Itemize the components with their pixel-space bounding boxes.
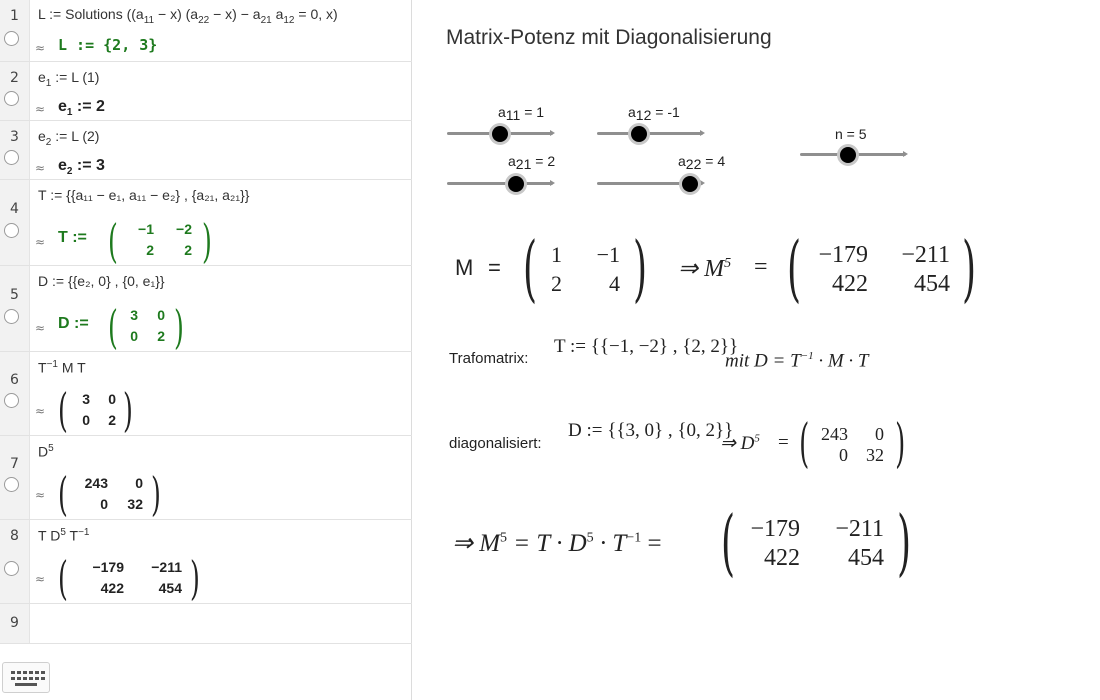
row-radio-button[interactable] bbox=[4, 150, 19, 165]
left-paren: ( bbox=[721, 500, 736, 584]
trafo-definition: T := {{−1, −2} , {2, 2}} bbox=[554, 336, 739, 357]
cas-row-2[interactable] bbox=[0, 62, 412, 121]
d5-label: ⇒ $D^5$ bbox=[720, 432, 760, 454]
slider-a21[interactable] bbox=[447, 176, 553, 192]
matrix-cell: 32 bbox=[866, 445, 884, 465]
diag-label: diagonalisiert: bbox=[449, 435, 542, 452]
cas-row-3[interactable] bbox=[0, 121, 412, 180]
slider-a21-label: $a_{21} = 2$ bbox=[508, 153, 556, 172]
row-radio-button[interactable] bbox=[4, 309, 19, 324]
matrix-cell: 422 bbox=[764, 545, 800, 571]
right-paren: ) bbox=[895, 414, 906, 474]
row-number: 3 bbox=[0, 121, 30, 179]
matrix-cell: 0 bbox=[839, 445, 848, 465]
cas-row-7[interactable]: 7 $D^5$ ≈ ( 243 0 0 32 ) bbox=[0, 436, 412, 520]
approx-icon: ≈ bbox=[35, 161, 46, 175]
slider-knob[interactable] bbox=[840, 147, 856, 163]
row-radio-button[interactable] bbox=[4, 31, 19, 46]
approx-icon: ≈ bbox=[35, 404, 46, 418]
matrix-cell: −211 bbox=[901, 242, 950, 268]
row-radio-button[interactable] bbox=[4, 223, 19, 238]
slider-a22-label: $a_{22} = 4$ bbox=[678, 153, 726, 172]
matrix-cell: 1 bbox=[551, 242, 562, 267]
cas-input[interactable]: D := {{e₂, 0} , {0, e₁}} bbox=[38, 273, 165, 289]
matrix-cell: 454 bbox=[848, 545, 884, 571]
approx-icon: ≈ bbox=[35, 41, 46, 55]
matrix-cell: 0 bbox=[875, 424, 884, 444]
diag-definition: D := {{3, 0} , {0, 2}} bbox=[568, 420, 734, 441]
cas-row-6[interactable]: 6 $T^{-1}$ M T ≈ ( 3 0 0 2 ) bbox=[0, 352, 412, 436]
cas-input[interactable]: $e_2$ := L (2) bbox=[38, 128, 100, 148]
slider-knob[interactable] bbox=[508, 176, 524, 192]
slider-n-label: n = 5 bbox=[835, 126, 867, 142]
m-label: M bbox=[455, 255, 474, 280]
row-number: 1 bbox=[0, 0, 30, 61]
approx-icon: ≈ bbox=[35, 235, 46, 249]
left-paren: ( bbox=[523, 226, 538, 310]
cas-view bbox=[0, 0, 412, 700]
row-number: 6 bbox=[0, 352, 30, 435]
slider-knob[interactable] bbox=[682, 176, 698, 192]
cas-input[interactable]: L := Solutions ($(a_{11} - x) (a_{22} - x) - a_{21}$ $a_{12} = 0$, x) bbox=[38, 6, 338, 26]
row-radio-button[interactable] bbox=[4, 477, 19, 492]
matrix-cell: 2 bbox=[551, 271, 562, 296]
cas-output: T := bbox=[58, 229, 87, 246]
matrix-cell: 454 bbox=[914, 271, 950, 297]
cas-row-4[interactable]: 4 T := {{a₁₁ − e₁, a₁₁ − e₂} , {a₂₁, a₂₁}} ≈ T := ( −1 −2 2 2 ) bbox=[0, 180, 412, 266]
matrix-cell: 4 bbox=[609, 271, 620, 296]
row-number: 2 bbox=[0, 62, 30, 120]
approx-icon: ≈ bbox=[35, 102, 46, 116]
graphics-view bbox=[420, 0, 1100, 700]
slider-knob[interactable] bbox=[492, 126, 508, 142]
cas-input[interactable]: T := {{a₁₁ − e₁, a₁₁ − e₂} , {a₂₁, a₂₁}} bbox=[38, 187, 250, 203]
left-paren: ( bbox=[787, 226, 802, 310]
matrix-cell: −179 bbox=[818, 242, 868, 268]
row-radio-button[interactable] bbox=[4, 393, 19, 408]
matrix-cell: −211 bbox=[835, 516, 884, 542]
keyboard-button[interactable] bbox=[2, 662, 50, 693]
cas-row-1[interactable] bbox=[0, 0, 412, 62]
final-lhs: ⇒ $M^5 = T \cdot D^5 \cdot T^{-1}$ = bbox=[452, 530, 662, 557]
slider-a22[interactable] bbox=[597, 176, 703, 192]
cas-input[interactable]: $e_1$ := L (1) bbox=[38, 69, 100, 89]
trafo-label: Trafomatrix: bbox=[449, 350, 529, 367]
right-paren: ) bbox=[897, 500, 912, 584]
row-number: 9 bbox=[0, 604, 30, 643]
cas-row-8[interactable]: 8 T $D^5$ $T^{-1}$ ≈ ( −179 −211 422 454 ) bbox=[0, 520, 412, 604]
left-paren: ( bbox=[799, 414, 810, 474]
right-paren: ) bbox=[633, 226, 648, 310]
row-number: 8 bbox=[0, 520, 30, 603]
approx-icon: ≈ bbox=[35, 321, 46, 335]
approx-icon: ≈ bbox=[35, 572, 46, 586]
cas-row-5[interactable]: 5 D := {{e₂, 0} , {0, e₁}} ≈ D := ( 3 0 0 2 ) bbox=[0, 266, 412, 352]
slider-a11[interactable] bbox=[447, 126, 553, 142]
cas-input[interactable]: $D^5$ bbox=[38, 443, 54, 460]
cas-empty-input[interactable] bbox=[38, 614, 398, 634]
m5-label: ⇒ $M^5$ bbox=[678, 256, 732, 282]
slider-a12[interactable] bbox=[597, 126, 703, 142]
row-radio-button[interactable] bbox=[4, 561, 19, 576]
matrix-cell: −179 bbox=[750, 516, 800, 542]
row-number: 4 bbox=[0, 180, 30, 265]
cas-input[interactable]: $T^{-1}$ M T bbox=[38, 359, 86, 376]
equals-sign: = bbox=[488, 255, 501, 280]
matrix-cell: −1 bbox=[596, 242, 620, 267]
cas-input[interactable]: T $D^5$ $T^{-1}$ bbox=[38, 527, 90, 544]
slider-a12-label: $a_{12} = -1$ bbox=[628, 104, 680, 123]
row-radio-button[interactable] bbox=[4, 91, 19, 106]
matrix-cell: 243 bbox=[821, 424, 848, 444]
cas-row-9[interactable] bbox=[0, 604, 412, 644]
cas-output: $e_2$ := 3 bbox=[58, 157, 105, 178]
equals-sign: = bbox=[778, 432, 789, 453]
slider-n[interactable] bbox=[800, 147, 906, 163]
cas-output: L := {2, 3} bbox=[58, 36, 158, 54]
slider-knob[interactable] bbox=[631, 126, 647, 142]
cas-output: $e_1$ := 2 bbox=[58, 98, 105, 119]
equals-sign: = bbox=[754, 254, 768, 280]
slider-track bbox=[447, 182, 553, 185]
mit-d-equation: mit $D = T^{-1} \cdot M \cdot T$ bbox=[725, 350, 869, 372]
slider-a11-label: $a_{11} = 1$ bbox=[498, 104, 545, 123]
page-title: Matrix-Potenz mit Diagonalisierung bbox=[446, 26, 772, 49]
matrix-cell: 422 bbox=[832, 271, 868, 297]
right-paren: ) bbox=[962, 226, 977, 310]
cas-output: D := bbox=[58, 315, 89, 332]
row-number: 5 bbox=[0, 266, 30, 351]
row-number: 7 bbox=[0, 436, 30, 519]
approx-icon: ≈ bbox=[35, 488, 46, 502]
slider-track bbox=[597, 132, 703, 135]
